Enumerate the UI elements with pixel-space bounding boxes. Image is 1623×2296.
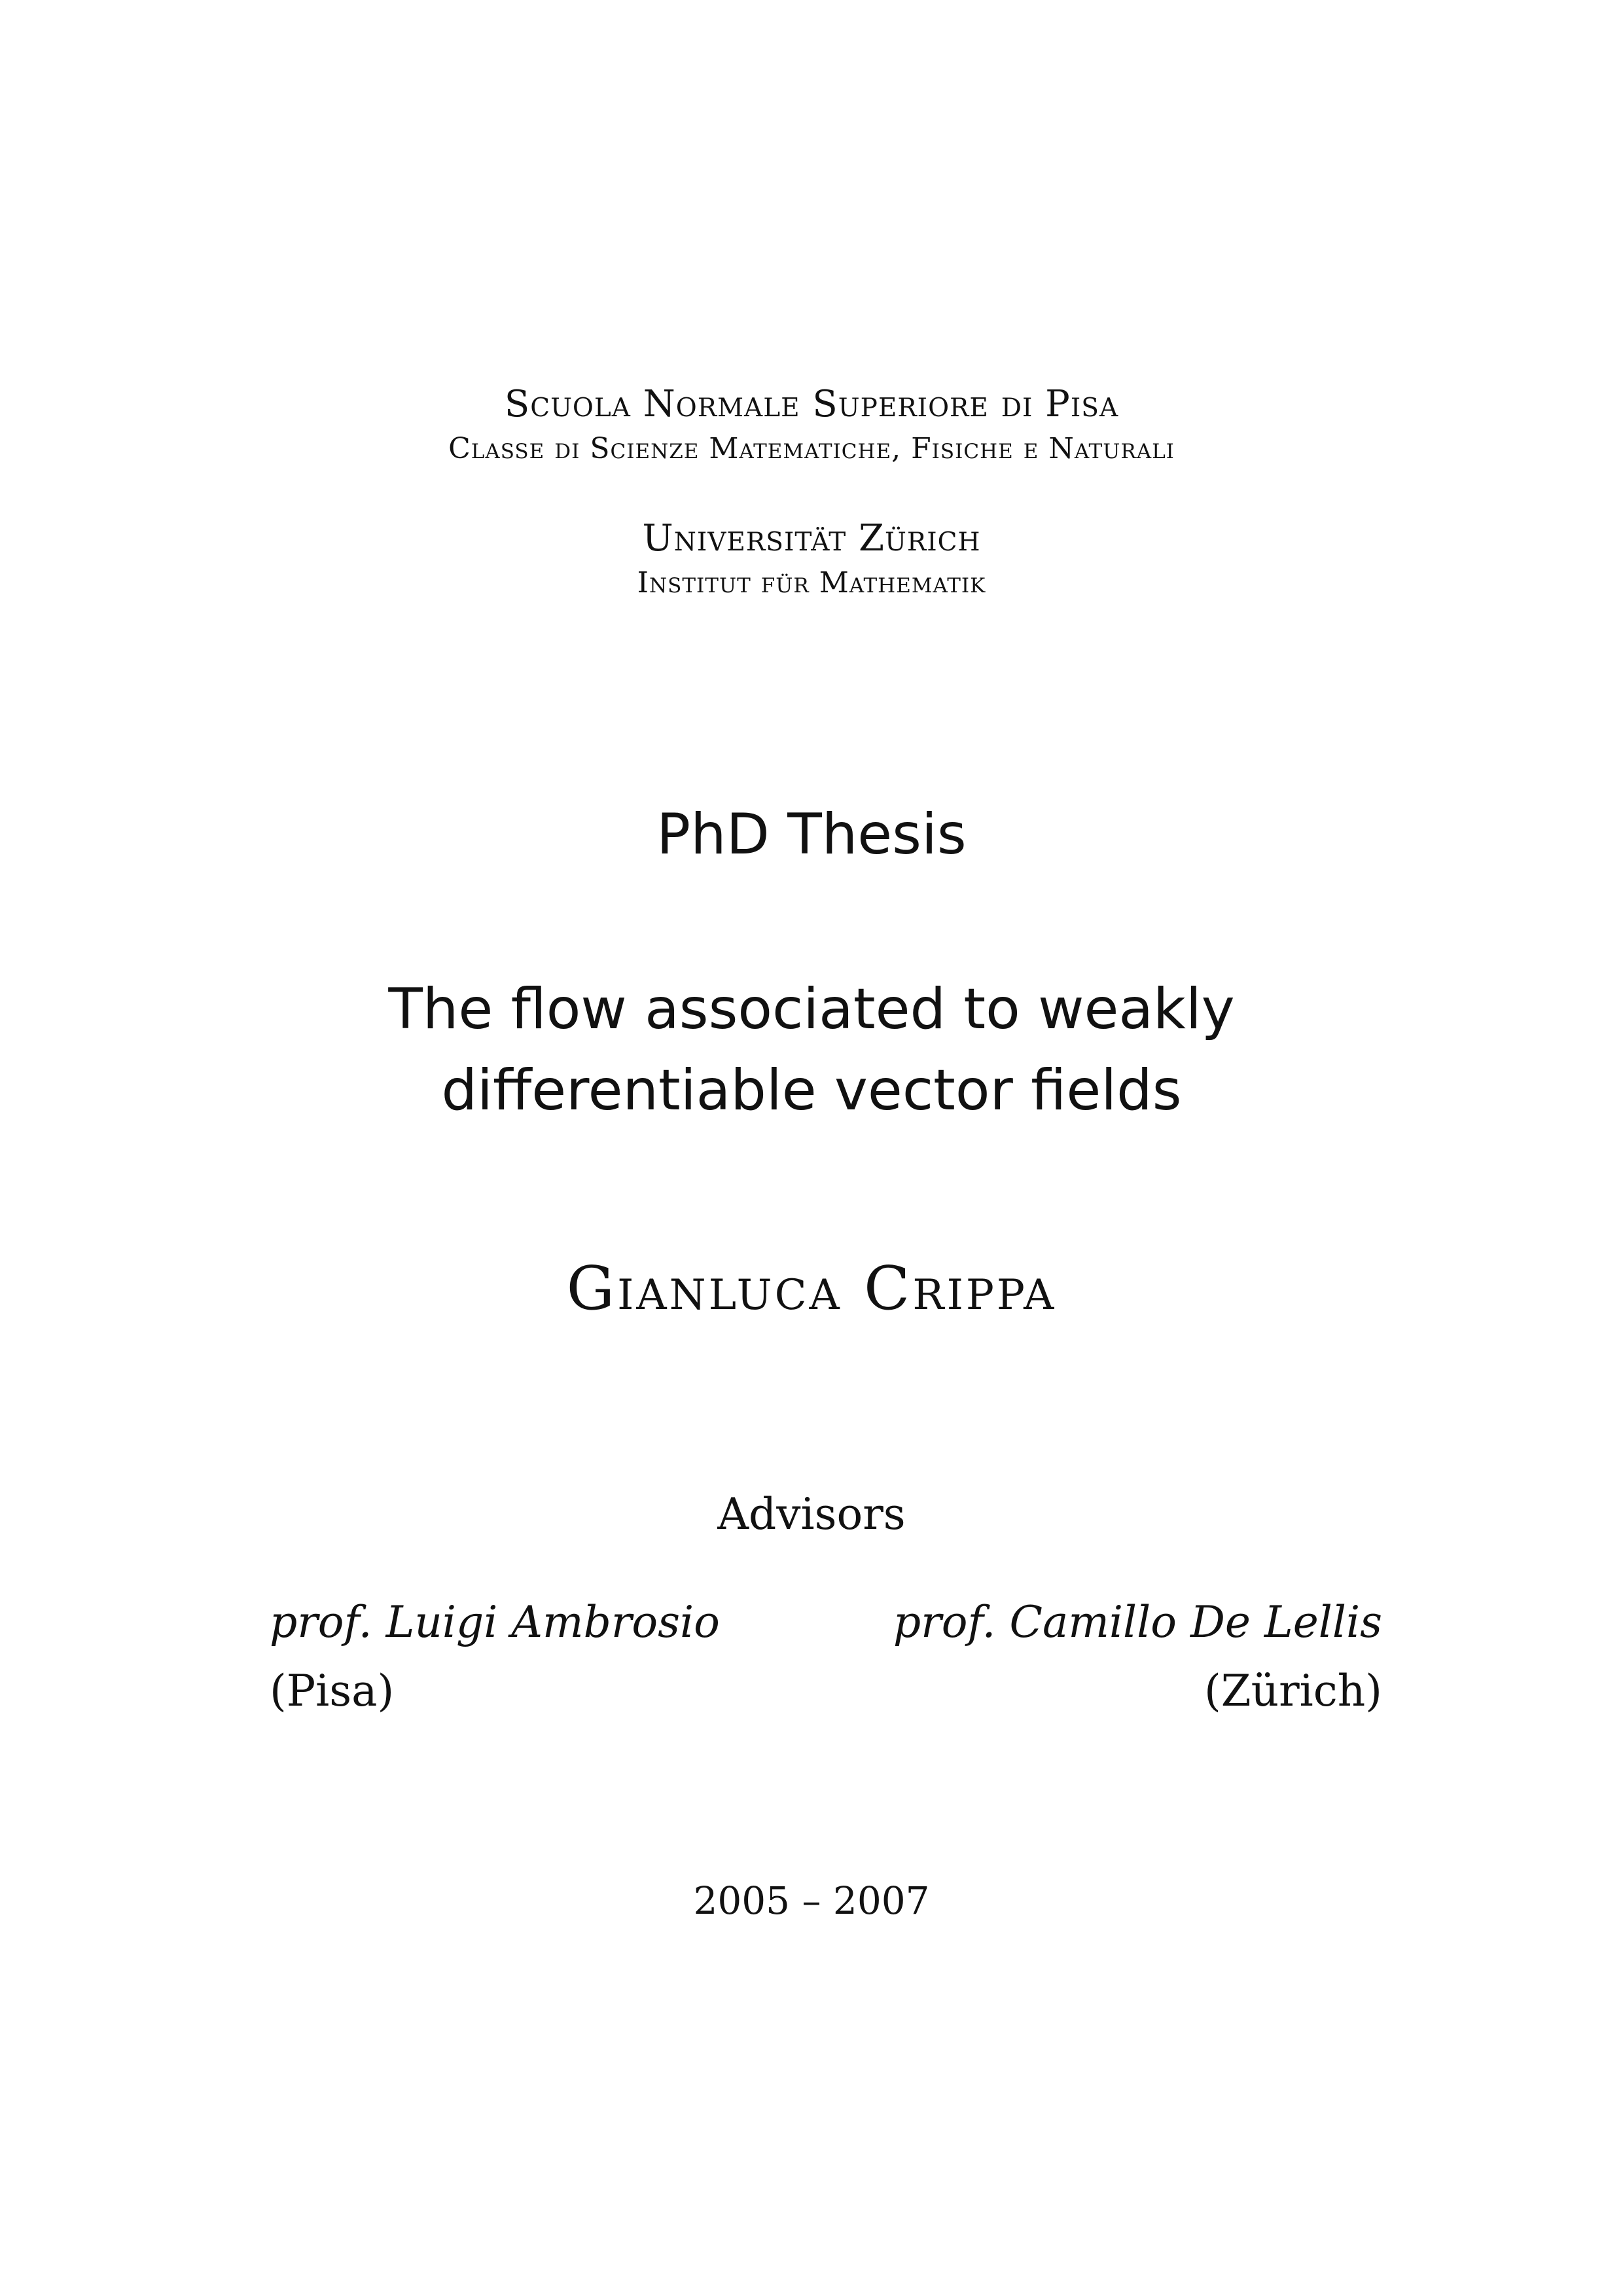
institution-department: Institut für Mathematik [637, 566, 986, 600]
thesis-title [0, 969, 1623, 1131]
author-name: Gianluca Crippa [566, 1253, 1057, 1323]
institution-name: Scuola Normale Superiore di Pisa [504, 383, 1119, 425]
advisor-place: (Zürich) [1204, 1666, 1382, 1716]
advisor-left [270, 1597, 720, 1716]
advisor-name: prof. Camillo De Lellis [893, 1597, 1382, 1647]
thesis-years: 2005 – 2007 [693, 1878, 930, 1923]
advisor-right [893, 1597, 1382, 1716]
advisor-name: prof. Luigi Ambrosio [270, 1597, 720, 1647]
thesis-kind: PhD Thesis [656, 802, 967, 867]
thesis-title-line: The flow associated to weakly [388, 977, 1235, 1042]
advisor-place: (Pisa) [270, 1666, 395, 1716]
advisors-label: Advisors [717, 1489, 906, 1539]
institution-department: Classe di Scienze Matematiche, Fisiche e Naturali [448, 432, 1175, 465]
thesis-title-line: differentiable vector fields [441, 1058, 1182, 1123]
institution-name: Universität Zürich [642, 517, 981, 560]
